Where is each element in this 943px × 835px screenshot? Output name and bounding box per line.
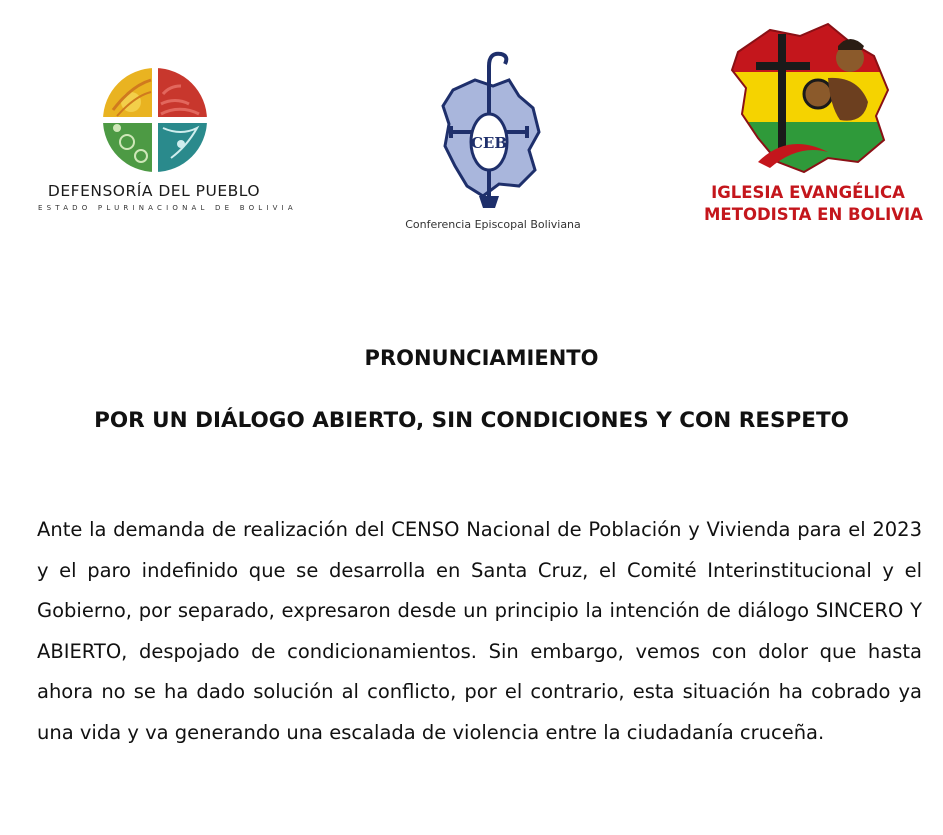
document-subtitle: POR UN DIÁLOGO ABIERTO, SIN CONDICIONES Y CON RESPETO: [94, 408, 849, 433]
document-title: PRONUNCIAMIENTO: [364, 346, 599, 370]
cep-name: Conferencia Episcopal Boliviana: [405, 218, 581, 231]
cep-logo: [395, 46, 591, 238]
defensoria-logo: [38, 64, 297, 224]
svg-text:CEB: CEB: [470, 134, 508, 152]
defensoria-name: DEFENSORÍA DEL PUEBLO: [47, 182, 261, 200]
defensoria-emblem-icon: [101, 66, 209, 174]
cep-emblem-icon: [423, 46, 553, 214]
metodista-emblem-icon: [718, 12, 898, 180]
metodista-name: [704, 182, 923, 226]
metodista-name-line-1: IGLESIA EVANGÉLICA: [711, 183, 905, 202]
defensoria-subtitle: ESTADO PLURINACIONAL DE BOLIVIA: [38, 204, 297, 212]
metodista-name-line-2: METODISTA EN BOLIVIA: [704, 205, 923, 224]
body-paragraph: Ante la demanda de realización del CENSO Nacional de Población y Vivienda para el 2023 y el paro indefinido que se desarrolla en Santa Cruz, el Comité Interinstitucional y el Gobierno, por separado, expresaron desde un principio la intención de diálogo SINCERO Y ABIERTO, despojado de condicionamientos. Sin embargo, vemos con dolor que hasta ahora no se ha dado solución al conflicto, por el contrario, esta situación ha cobrado ya una vida y va generando una escalada de violencia entre la ciudadanía cruceña.: [37, 518, 922, 744]
metodista-logo: [704, 12, 923, 234]
